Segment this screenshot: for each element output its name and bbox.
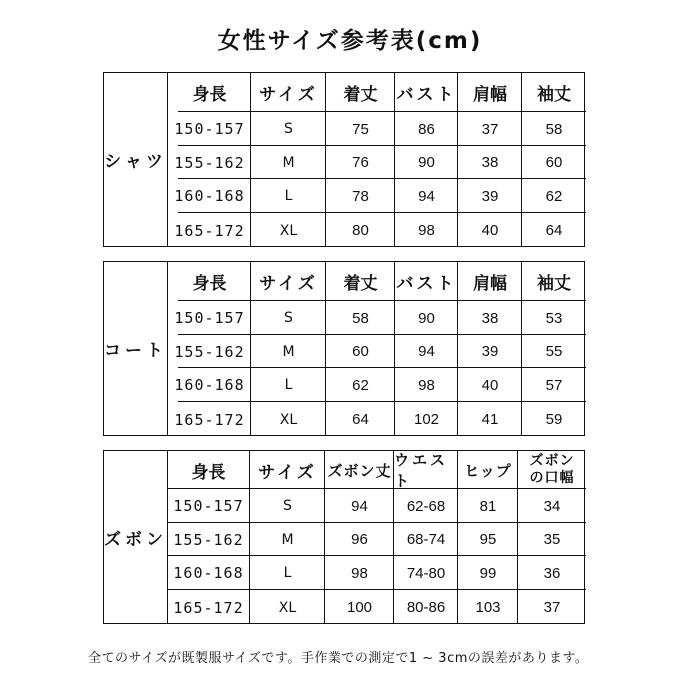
- cell-height: 155-162: [174, 342, 245, 361]
- cell-col6: 57: [545, 376, 563, 394]
- cell-size: XL: [278, 599, 297, 616]
- cell-col4: 94: [418, 343, 435, 360]
- cell-col5: 99: [479, 564, 497, 582]
- header-length: 着丈: [343, 274, 378, 294]
- cell-col6: 35: [543, 531, 561, 548]
- cell-length: 60: [352, 343, 369, 360]
- cell-col6: 62: [545, 187, 563, 205]
- cell-height: 165-172: [173, 598, 244, 617]
- header-length: ズボン丈: [327, 461, 392, 480]
- cell-col4: 74-80: [406, 564, 446, 582]
- cell-height: 160-168: [174, 187, 245, 205]
- cell-col5: 95: [479, 531, 497, 548]
- header-col4: バスト: [396, 85, 457, 105]
- cell-col6: 59: [545, 411, 563, 428]
- header-height: 身長: [191, 462, 226, 483]
- page-title: 女性サイズ参考表(cm): [217, 28, 483, 54]
- cell-col4: 80-86: [406, 599, 446, 616]
- header-text-line1: ズボン: [529, 453, 575, 469]
- cell-height: 155-162: [174, 153, 245, 172]
- cell-length: 75: [352, 120, 369, 138]
- cell-size: M: [282, 154, 295, 171]
- header-col6: 袖丈: [537, 85, 571, 105]
- cell-height: 160-168: [173, 564, 244, 582]
- cell-height: 150-157: [174, 309, 245, 327]
- header-size: サイズ: [258, 462, 317, 483]
- size-table-shirt: [103, 72, 585, 247]
- cell-length: 62: [352, 376, 369, 394]
- size-table-coat: [103, 261, 585, 436]
- cell-col4: 98: [418, 376, 435, 394]
- cell-length: 94: [351, 497, 368, 515]
- category-label: シャツ: [104, 73, 168, 246]
- cell-col5: 40: [481, 376, 499, 394]
- cell-col6: 60: [545, 154, 563, 171]
- header-text-line2: の口幅: [529, 470, 575, 486]
- cell-length: 76: [352, 154, 369, 171]
- cell-size: M: [282, 343, 295, 360]
- cell-length: 98: [351, 564, 368, 582]
- cell-col4: 62-68: [406, 497, 446, 515]
- cell-size: L: [283, 565, 292, 581]
- cell-height: 150-157: [174, 120, 245, 138]
- cell-size: S: [283, 498, 292, 514]
- header-col4: バスト: [396, 274, 457, 294]
- header-col6: [518, 451, 586, 489]
- category-label: コート: [104, 262, 168, 435]
- cell-col4: 68-74: [406, 531, 446, 548]
- cell-length: 80: [352, 222, 369, 239]
- header-col4: ウエスト: [394, 451, 449, 490]
- cell-col5: 39: [481, 187, 499, 205]
- cell-height: 165-172: [174, 221, 245, 240]
- cell-col6: 55: [545, 343, 563, 360]
- cell-length: 100: [346, 599, 373, 616]
- header-col6: 袖丈: [537, 274, 571, 294]
- cell-size: L: [284, 188, 293, 204]
- cell-col5: 41: [481, 411, 499, 428]
- cell-col6: 53: [545, 309, 563, 327]
- cell-col5: 38: [481, 309, 499, 327]
- cell-size: S: [284, 310, 293, 326]
- cell-col5: 81: [479, 497, 497, 515]
- header-size: サイズ: [259, 274, 318, 294]
- cell-col6: 37: [543, 599, 561, 616]
- cell-col6: 34: [543, 497, 561, 515]
- cell-length: 64: [352, 411, 369, 428]
- cell-size: XL: [279, 222, 298, 239]
- cell-size: S: [284, 121, 293, 137]
- cell-col6: 36: [543, 564, 561, 582]
- category-label: ズボン: [104, 451, 168, 623]
- header-col5: 肩幅: [473, 85, 507, 105]
- header-height: 身長: [192, 274, 227, 294]
- cell-col5: 103: [475, 599, 501, 616]
- cell-size: XL: [279, 411, 298, 428]
- cell-col6: 58: [545, 120, 563, 138]
- header-col5: 肩幅: [473, 274, 507, 294]
- cell-length: 96: [351, 531, 368, 548]
- cell-col4: 94: [418, 187, 435, 205]
- header-length: 着丈: [343, 85, 378, 105]
- cell-height: 150-157: [173, 497, 244, 515]
- cell-size: M: [281, 531, 294, 548]
- cell-col4: 102: [413, 411, 440, 428]
- cell-col5: 37: [481, 120, 499, 138]
- cell-col5: 38: [481, 154, 499, 171]
- cell-col4: 98: [418, 222, 435, 239]
- cell-col5: 39: [481, 343, 499, 360]
- cell-height: 155-162: [173, 530, 244, 549]
- size-note: 全てのサイズが既製服サイズです。手作業での測定で1 ~ 3cmの誤差があります。: [88, 651, 589, 666]
- cell-col4: 90: [418, 154, 435, 171]
- header-col5: ヒップ: [464, 461, 512, 480]
- cell-col5: 40: [481, 222, 499, 239]
- cell-length: 58: [352, 309, 369, 327]
- cell-length: 78: [352, 187, 369, 205]
- cell-height: 160-168: [174, 376, 245, 394]
- cell-col6: 64: [545, 222, 563, 239]
- header-size: サイズ: [259, 85, 318, 105]
- cell-col4: 86: [418, 120, 435, 138]
- cell-col4: 90: [418, 309, 435, 327]
- cell-size: L: [284, 377, 293, 393]
- cell-height: 165-172: [174, 410, 245, 429]
- size-table-pants: [103, 450, 585, 624]
- header-height: 身長: [192, 85, 227, 105]
